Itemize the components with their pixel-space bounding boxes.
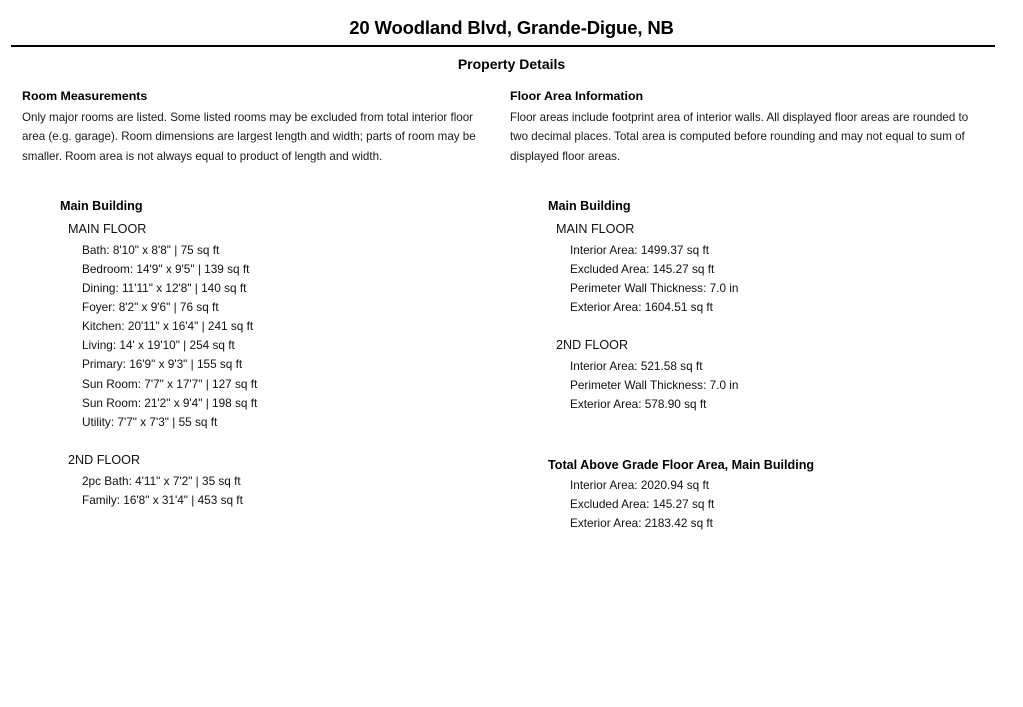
list-item: Foyer: 8'2" x 9'6" | 76 sq ft	[82, 300, 219, 315]
right-floor-main	[510, 220, 988, 317]
floor-area-column	[13, 88, 969, 533]
list-item: Dining: 11'11" x 12'8" | 140 sq ft	[82, 281, 247, 296]
list-item: Kitchen: 20'11" x 16'4" | 241 sq ft	[82, 319, 254, 334]
list-item: Interior Area: 521.58 sq ft	[570, 359, 703, 374]
left-floor-name: MAIN FLOOR	[68, 221, 147, 236]
list-item: Family: 16'8" x 31'4" | 453 sq ft	[82, 492, 243, 507]
list-item: Living: 14' x 19'10" | 254 sq ft	[82, 338, 235, 353]
totals-title: Total Above Grade Floor Area, Main Building	[548, 457, 815, 472]
list-item: Interior Area: 2020.94 sq ft	[570, 477, 710, 492]
list-item: Exterior Area: 578.90 sq ft	[570, 397, 707, 412]
list-item: Utility: 7'7" x 7'3" | 55 sq ft	[82, 414, 218, 429]
list-item: Exterior Area: 1604.51 sq ft	[570, 300, 713, 315]
list-item: 2pc Bath: 4'11" x 7'2" | 35 sq ft	[82, 473, 241, 488]
right-building-name: Main Building	[548, 198, 631, 213]
floor-area-note: Floor areas include footprint area of interior walls. All displayed floor areas are rounded to two decimal places. Total area is computed before rounding and may not equal to sum of displayed floor areas.	[510, 111, 969, 163]
right-floor-name: MAIN FLOOR	[556, 221, 635, 236]
page-title: 20 Woodland Blvd, Grande-Digue, NB	[349, 17, 674, 38]
left-building-name: Main Building	[60, 198, 143, 213]
right-floor-entries	[510, 357, 988, 414]
list-item: Perimeter Wall Thickness: 7.0 in	[570, 281, 739, 296]
list-item: Excluded Area: 145.27 sq ft	[570, 496, 715, 511]
content-columns	[0, 88, 1023, 533]
page-subtitle: Property Details	[457, 56, 566, 72]
list-item: Exterior Area: 2183.42 sq ft	[570, 515, 713, 530]
list-item: Sun Room: 7'7" x 17'7" | 127 sq ft	[82, 376, 258, 391]
right-floor-name: 2ND FLOOR	[556, 338, 629, 353]
list-item: Interior Area: 1499.37 sq ft	[570, 242, 710, 257]
room-measurements-note: Only major rooms are listed. Some listed rooms may be excluded from total interior floor area (e.g. garage). Room dimensions are largest length and width; parts of room may be smaller. Room area is not always equal to product of length and width.	[22, 111, 476, 163]
right-building-block	[510, 198, 988, 415]
list-item: Perimeter Wall Thickness: 7.0 in	[570, 378, 739, 393]
totals-entries	[510, 476, 988, 533]
room-measurements-heading: Room Measurements	[22, 89, 148, 103]
right-floor-entries	[510, 241, 988, 317]
left-floor-name: 2ND FLOOR	[68, 452, 141, 467]
floor-area-heading: Floor Area Information	[510, 89, 644, 103]
list-item: Primary: 16'9" x 9'3" | 155 sq ft	[82, 357, 243, 372]
list-item: Bath: 8'10" x 8'8" | 75 sq ft	[82, 242, 220, 257]
list-item: Bedroom: 14'9" x 9'5" | 139 sq ft	[82, 261, 250, 276]
totals-block	[510, 456, 988, 533]
list-item: Sun Room: 21'2" x 9'4" | 198 sq ft	[82, 395, 258, 410]
right-floor-second	[510, 336, 988, 414]
list-item: Excluded Area: 145.27 sq ft	[570, 261, 715, 276]
